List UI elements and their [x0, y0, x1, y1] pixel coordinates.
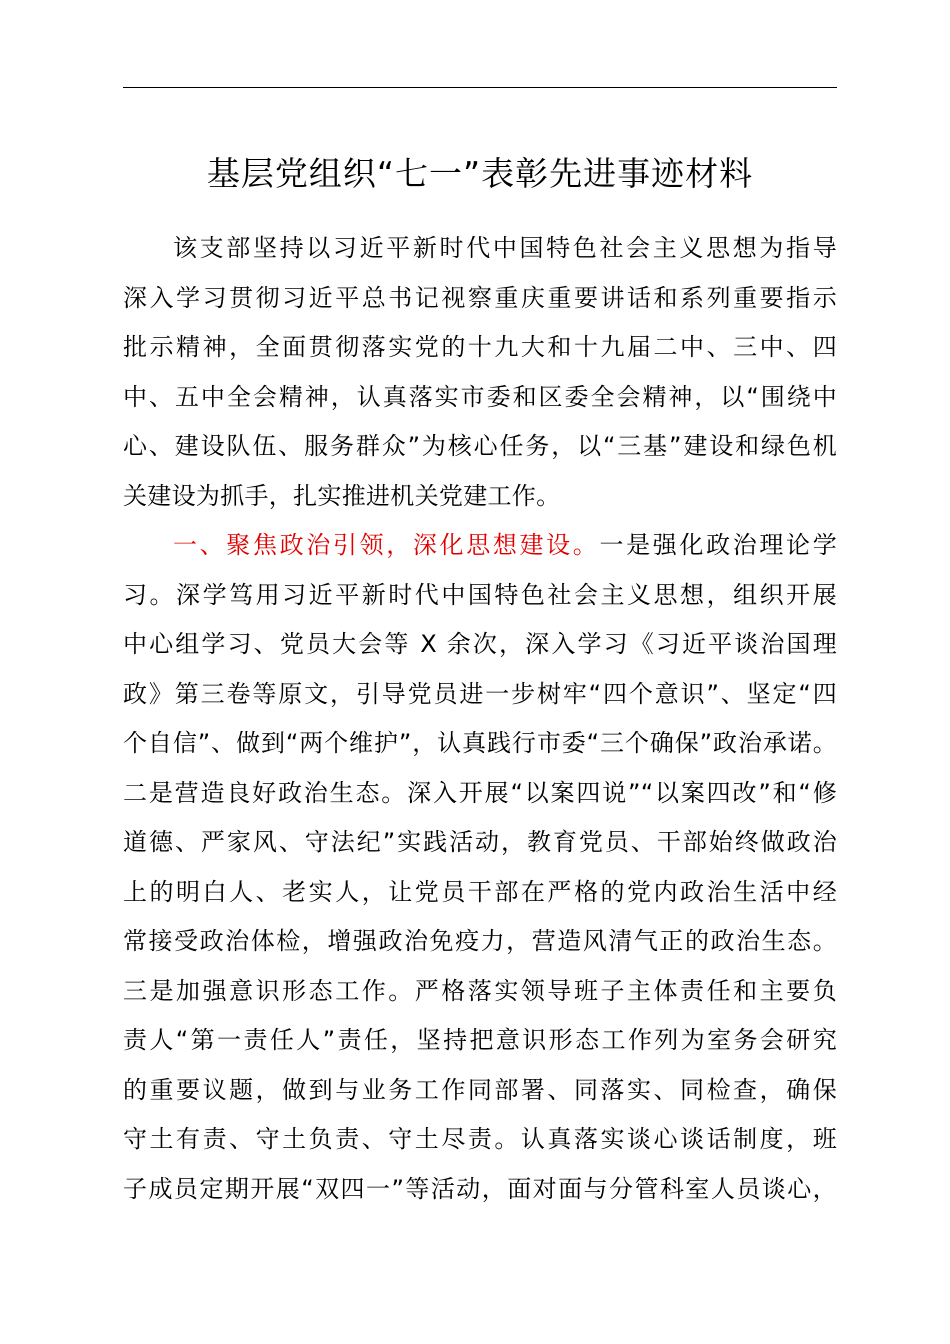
paragraph-1-line: 关建设为抓手，扎实推进机关党建工作。: [123, 481, 561, 510]
section-1-first-line: [123, 521, 837, 571]
section-1-line: 的重要议题，做到与业务工作同部署、同落实、同检查，确保: [123, 1075, 837, 1104]
paragraph-1-line: 批示精神，全面贯彻落实党的十九大和十九届二中、三中、四: [123, 333, 837, 361]
paragraph-1-line: 该支部坚持以习近平新时代中国特色社会主义思想为指导: [173, 234, 837, 262]
paragraph-1-line: 深入学习贯彻习近平总书记视察重庆重要讲话和系列重要指示: [123, 283, 837, 312]
section-1-line: 习。深学笃用习近平新时代中国特色社会主义思想，组织开展: [123, 580, 837, 609]
section-1-line: 子成员定期开展“双四一”等活动，面对面与分管科室人员谈心，: [123, 1174, 837, 1203]
document-body: [123, 224, 837, 1214]
section-1-line: 上的明白人、老实人，让党员干部在严格的党内政治生活中经: [123, 877, 837, 906]
section-1-line: 三是加强意识形态工作。严格落实领导班子主体责任和主要负: [123, 976, 837, 1005]
section-1-line: 个自信”、做到“两个维护”，认真践行市委“三个确保”政治承诺。: [123, 729, 837, 757]
paragraph-1-line: 中、五中全会精神，认真落实市委和区委全会精神，以“围绕中: [123, 382, 837, 411]
section-1-first-line-text: 一是强化政治理论学: [599, 531, 837, 559]
section-1-heading: 一、聚焦政治引领，深化思想建设。: [173, 531, 600, 559]
section-1-line: 责人“第一责任人”责任，坚持把意识形态工作列为室务会研究: [123, 1026, 837, 1054]
section-1-line: 中心组学习、党员大会等 X 余次，深入学习《习近平谈治国理: [123, 630, 837, 658]
section-1-line: 道德、严家风、守法纪”实践活动，教育党员、干部始终做政治: [123, 828, 837, 856]
document-title: 基层党组织“七一”表彰先进事迹材料: [206, 154, 754, 193]
section-1-line: 常接受政治体检，增强政治免疫力，营造风清气正的政治生态。: [123, 927, 837, 955]
section-1-line: 政》第三卷等原文，引导党员进一步树牢“四个意识”、坚定“四: [123, 679, 837, 708]
paragraph-1-line: 心、建设队伍、服务群众”为核心任务，以“三基”建设和绿色机: [123, 432, 837, 460]
section-1-line: 二是营造良好政治生态。深入开展“以案四说”“以案四改”和“修: [123, 778, 837, 807]
header-divider: [123, 87, 837, 88]
section-1-line: 守土有责、守土负责、守土尽责。认真落实谈心谈话制度，班: [123, 1125, 837, 1153]
